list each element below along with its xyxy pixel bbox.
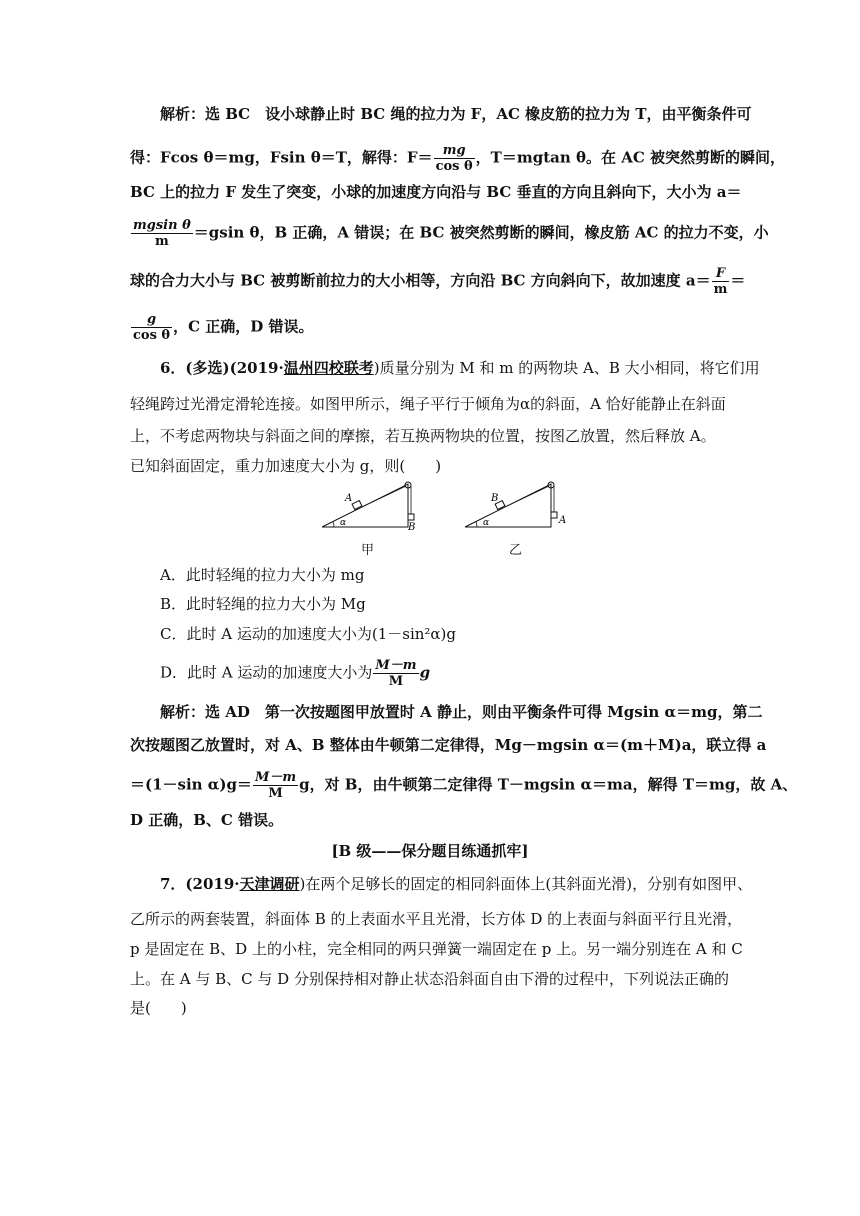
fraction: $\frac{mg}{\text{cos θ}}$ bbox=[435, 143, 473, 174]
question-6-line-1: 6．(多选)(2019·温州四校联考)质量分别为 M 和 m 的两物块 A、B 大小相同，将它们用 bbox=[160, 359, 760, 377]
fraction: $\frac{M-m}{M}$ bbox=[254, 770, 297, 801]
question-6-line-3: 上，不考虑两物块与斜面之间的摩擦，若互换两物块的位置，按图乙放置，然后释放 A。 bbox=[130, 427, 716, 445]
option-a: A．此时轻绳的拉力大小为 mg bbox=[160, 566, 365, 584]
question-7-line-4: 上。在 A 与 B、C 与 D 分别保持相对静止状态沿斜面自由下滑的过程中，下列说法正确的 bbox=[130, 970, 729, 988]
solution-line-3: BC 上的拉力 F 发生了突变，小球的加速度方向沿与 BC 垂直的方向且斜向下，大小为 a＝ bbox=[130, 183, 742, 201]
solution-line-4: $\frac{\text{mgsin θ}}{m}$ ＝gsin θ，B 正确，A 错误；在 BC 被突然剪断的瞬间，橡皮筋 AC 的拉力不变，小 bbox=[133, 218, 769, 249]
option-b: B．此时轻绳的拉力大小为 Mg bbox=[160, 595, 366, 613]
fraction: $\frac{\text{mgsin θ}}{m}$ bbox=[133, 218, 191, 249]
label-alpha: α bbox=[340, 518, 347, 528]
label-a: A bbox=[559, 515, 567, 526]
solution2-line-4: D 正确，B、C 错误。 bbox=[130, 811, 284, 829]
figure-caption-yi: 乙 bbox=[509, 543, 523, 558]
solution-line-1: 解析：选 BC 设小球静止时 BC 绳的拉力为 F，AC 橡皮筋的拉力为 T，由平衡条件可 bbox=[160, 105, 752, 123]
question-7-line-1: 7．(2019·天津调研)在两个足够长的固定的相同斜面体上(其斜面光滑)，分别有如图甲、 bbox=[160, 875, 753, 893]
fraction: $\frac{M-m}{M}$ bbox=[375, 658, 417, 689]
incline-figure-yi bbox=[463, 478, 573, 538]
label-b: B bbox=[408, 522, 416, 533]
option-d: D．此时 A 运动的加速度大小为 $\frac{M-m}{M}$ g bbox=[160, 658, 431, 689]
solution2-line-2: 次按题图乙放置时，对 A、B 整体由牛顿第二定律得，Mg－mgsin α＝(m＋M)a，联立得 a bbox=[130, 736, 767, 754]
fraction: $\frac{F}{m}$ bbox=[713, 266, 728, 297]
question-7-line-3: p 是固定在 B、D 上的小柱，完全相同的两只弹簧一端固定在 p 上。另一端分别连在 A 和 C bbox=[130, 940, 743, 958]
label-alpha: α bbox=[483, 518, 490, 528]
figure-caption-jia: 甲 bbox=[361, 543, 375, 558]
section-heading: [B 级——保分题目练通抓牢] bbox=[331, 842, 529, 860]
solution2-line-3: ＝(1－sin α)g＝ $\frac{M-m}{M}$ g，对 B，由牛顿第二定律得 T－mgsin α＝ma，解得 T＝mg，故 A、 bbox=[130, 770, 798, 801]
question-7-line-5: 是( ) bbox=[130, 999, 187, 1017]
label-b: B bbox=[491, 493, 499, 504]
solution-line-2: 得：Fcos θ＝mg，Fsin θ＝T，解得：F＝ $\frac{mg}{\text{cos θ}}$ ，T＝mgtan θ。在 AC 被突然剪断的瞬间， bbox=[130, 143, 785, 174]
option-c: C．此时 A 运动的加速度大小为(1－sin²α)g bbox=[160, 625, 456, 643]
question-7-line-2: 乙所示的两套装置，斜面体 B 的上表面水平且光滑，长方体 D 的上表面与斜面平行且光滑， bbox=[130, 910, 743, 928]
question-6-line-4: 已知斜面固定，重力加速度大小为 g，则( ) bbox=[130, 457, 442, 475]
solution2-line-1: 解析：选 AD 第一次按题图甲放置时 A 静止，则由平衡条件可得 Mgsin α＝mg，第二 bbox=[160, 703, 763, 721]
fraction: $\frac{g}{\text{cos θ}}$ bbox=[133, 312, 171, 343]
question-6-line-2: 轻绳跨过光滑定滑轮连接。如图甲所示，绳子平行于倾角为α的斜面，A 恰好能静止在斜面 bbox=[130, 395, 726, 413]
solution-line-5: 球的合力大小与 BC 被剪断前拉力的大小相等，方向沿 BC 方向斜向下，故加速度 a＝ $\frac{F}{m}$ ＝ bbox=[130, 266, 746, 297]
label-a: A bbox=[345, 493, 353, 504]
solution-line-6: $\frac{g}{\text{cos θ}}$ ，C 正确，D 错误。 bbox=[133, 312, 314, 343]
incline-figure-jia bbox=[320, 478, 420, 538]
